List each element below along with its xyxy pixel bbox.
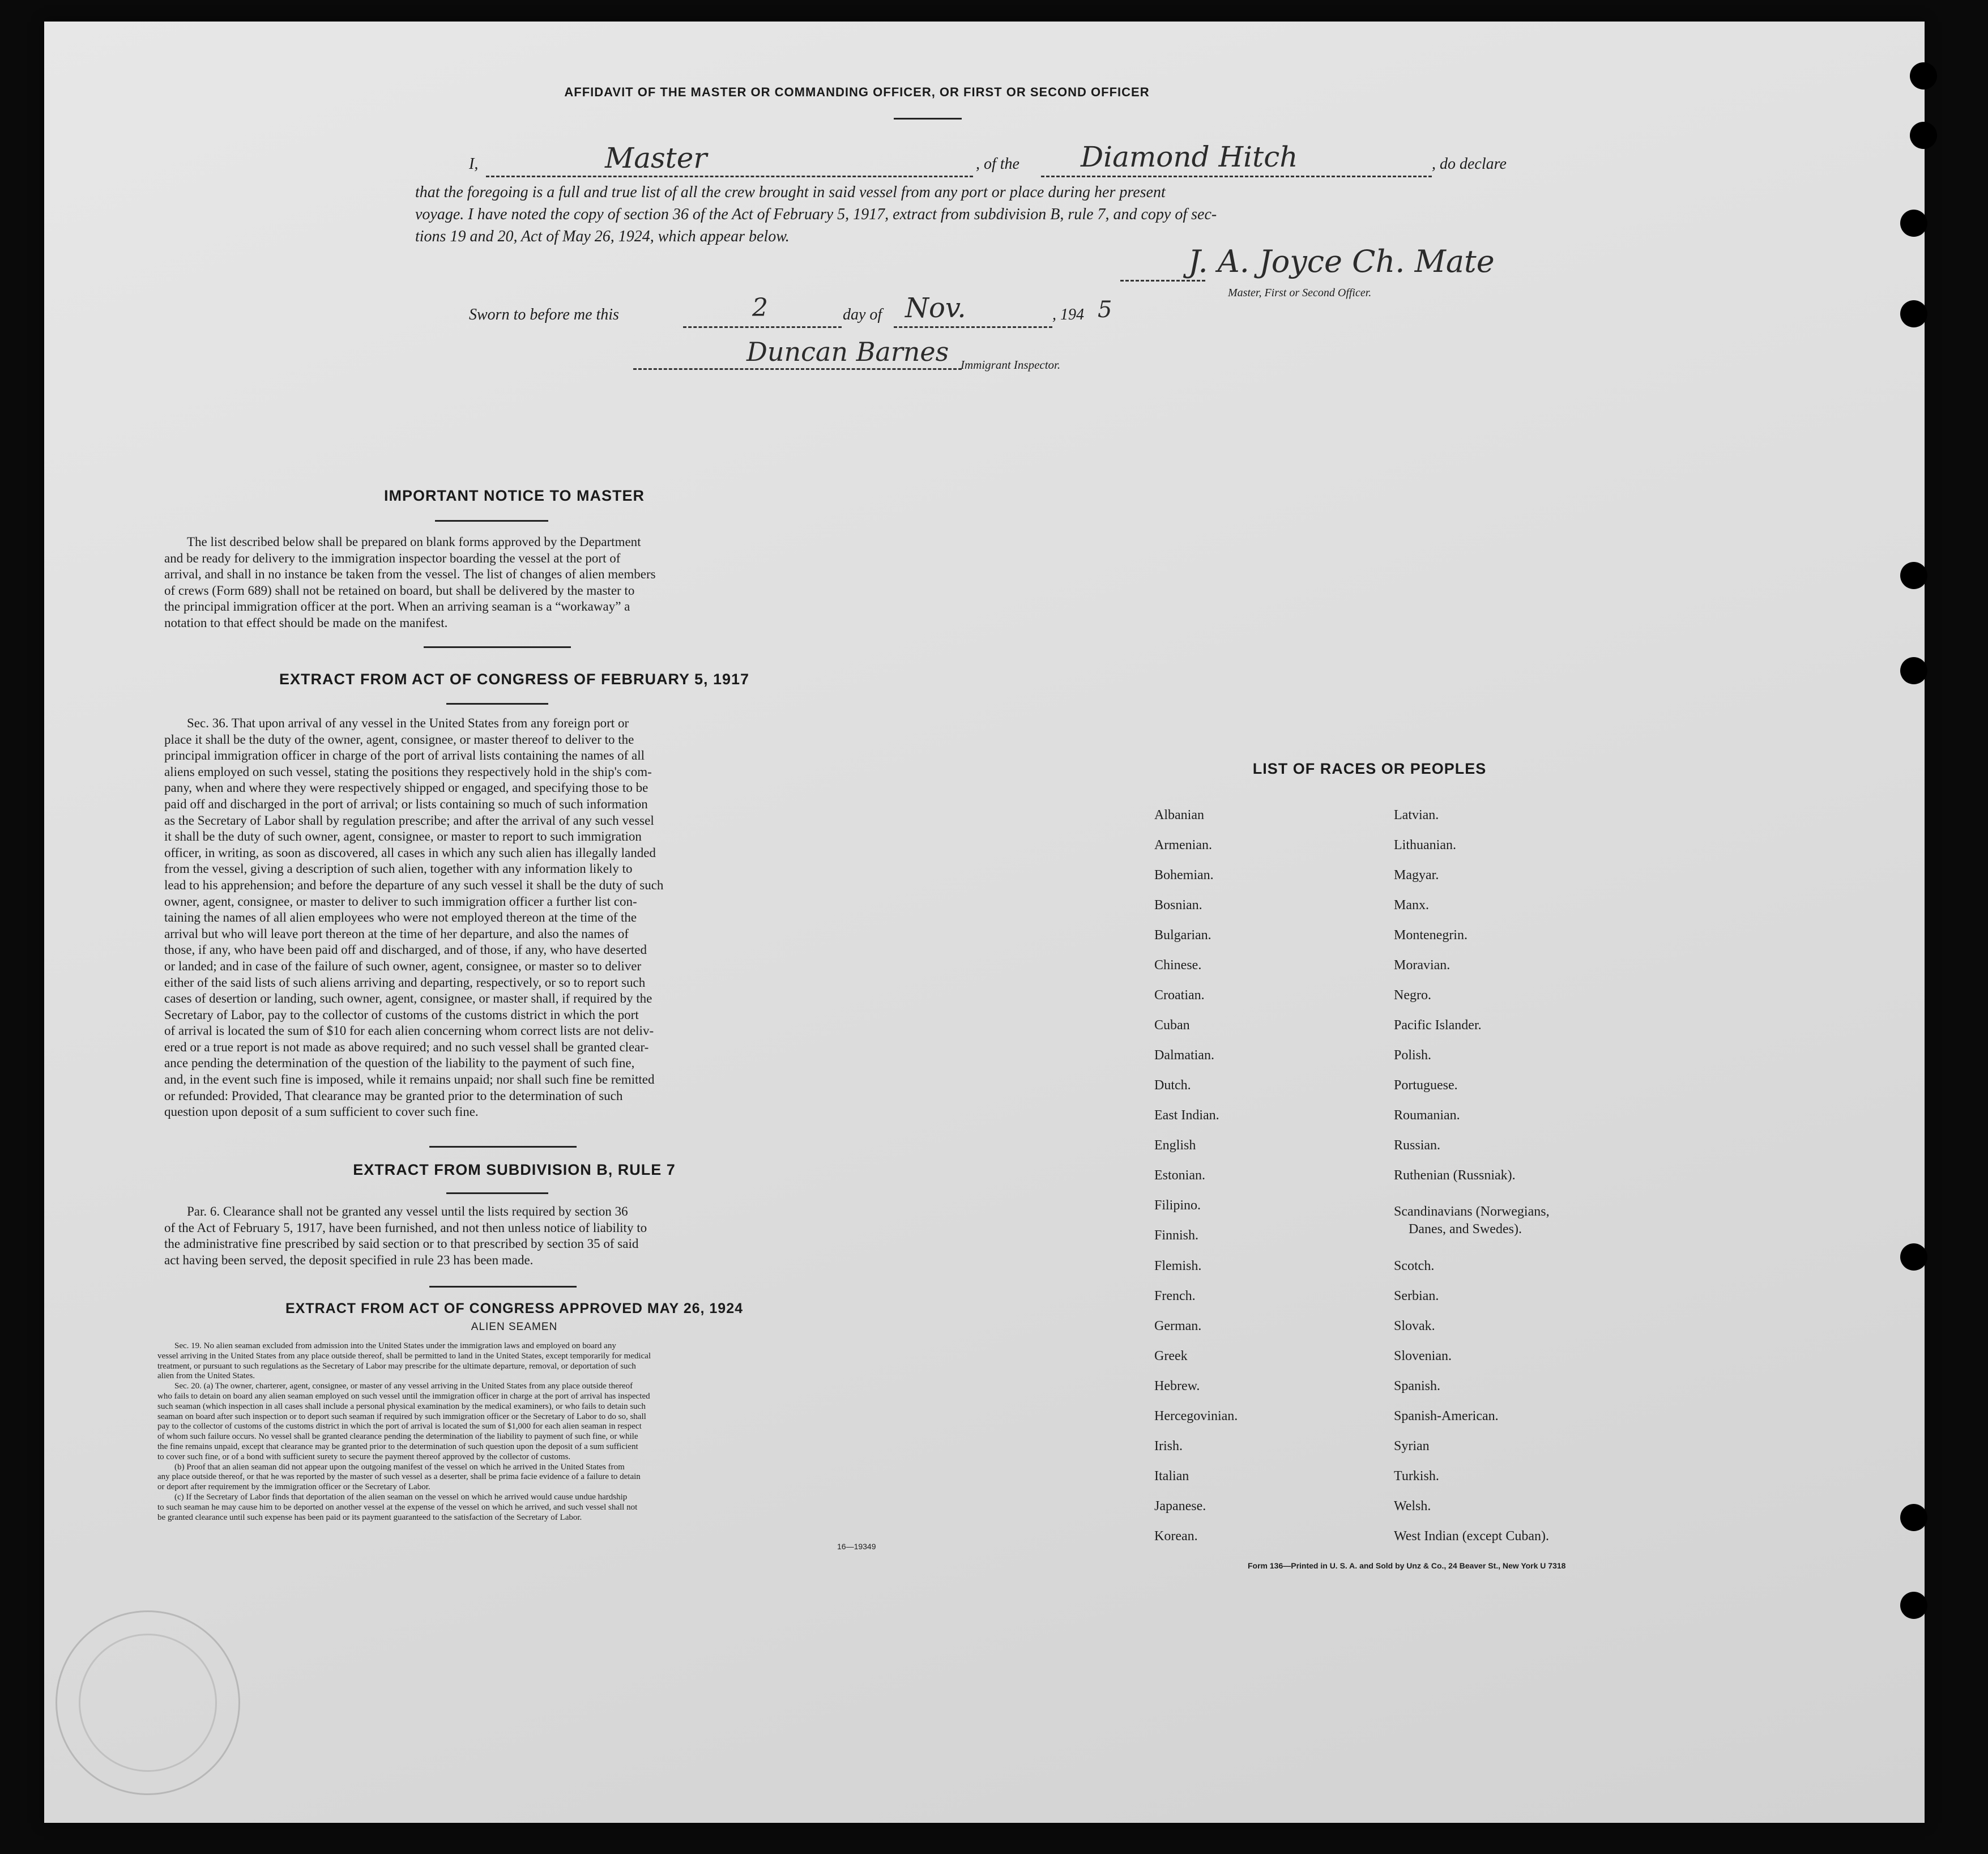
extract-1917-line: taining the names of all alien employees who were not employed thereon at the time of the	[164, 910, 637, 925]
race-item: Lithuanian.	[1394, 838, 1456, 853]
race-item: Slovenian.	[1394, 1349, 1452, 1363]
extract-1917-line: owner, agent, consignee, or master to deliver to such immigration officer a further list con-	[164, 894, 637, 909]
extract-1924-line: Sec. 19. No alien seaman excluded from admission into the United States under the immigration laws and employed on board any	[174, 1341, 616, 1350]
extract-1924-line: any place outside thereof, or that he was reported by the master of such vessel as a deserter, shall be prima facie evidence of a failure to detain	[157, 1472, 641, 1482]
embossed-seal	[56, 1610, 240, 1795]
affidavit-body	[415, 181, 1548, 248]
race-item: Syrian	[1394, 1439, 1430, 1454]
affidavit-i-label: I,	[469, 155, 479, 173]
sworn-month-handwritten: Nov.	[905, 292, 966, 324]
race-item: Korean.	[1154, 1529, 1198, 1544]
extract-1917-line: or landed; and in case of the failure of such owner, agent, consignee, or master so to deliver	[164, 958, 642, 973]
rule7-line: of the Act of February 5, 1917, have been furnished, and not then unless notice of liability to	[164, 1220, 647, 1235]
notice-line: arrival, and shall in no instance be taken from the vessel. The list of changes of alien members	[164, 567, 656, 582]
sworn-day-field	[683, 326, 842, 328]
race-item: Hebrew.	[1154, 1379, 1200, 1393]
extract-1917-line: ered or a true report is not made as above required; and no such vessel shall be granted clear-	[164, 1039, 649, 1054]
extract-1917-line: of arrival is located the sum of $10 for each alien concerning whom correct lists are not deliv-	[164, 1024, 654, 1038]
rule7-line: the administrative fine prescribed by said section or to that prescribed by section 35 of said	[164, 1237, 639, 1251]
binder-hole	[1900, 562, 1927, 589]
extract-1917-line: either of the said lists of such aliens arriving and departing, respectively, or so to report such	[164, 975, 646, 990]
race-item: German.	[1154, 1319, 1202, 1333]
extract-1924-line: (b) Proof that an alien seaman did not appear upon the outgoing manifest of the vessel on which he arrived in the United States from	[174, 1462, 625, 1472]
race-item: Bosnian.	[1154, 898, 1202, 913]
extract-1924-text	[157, 1341, 938, 1523]
extract-1924-line: the fine remains unpaid, except that clearance may be granted prior to the determination of such question upon the deposit of a sum sufficient	[157, 1442, 638, 1451]
notice-line: The list described below shall be prepared on blank forms approved by the Department	[187, 535, 641, 549]
races-title: LIST OF RACES OR PEOPLES	[1252, 760, 1487, 777]
extract-1924-line: who fails to detain on board any alien seaman employed on such vessel until the immigration officer in charge at the port of arrival has inspected	[157, 1391, 650, 1401]
extract-1924-line: pay to the collector of customs of the customs district in which the port of arrival is located the sum of $1,000 for each alien seaman in respect	[157, 1422, 642, 1431]
inspector-caption: Immigrant Inspector.	[961, 358, 1061, 372]
race-item: Portuguese.	[1394, 1078, 1458, 1093]
rule7-line: act having been served, the deposit specified in rule 23 has been made.	[164, 1252, 534, 1267]
race-item: English	[1154, 1138, 1196, 1153]
affidavit-title: AFFIDAVIT OF THE MASTER OR COMMANDING OFFICER, OR FIRST OR SECOND OFFICER	[564, 85, 1150, 99]
race-item: Hercegovinian.	[1154, 1409, 1238, 1423]
extract-1924-line: vessel arriving in the United States from any place outside thereof, shall be permitted to land in the United States, except temporarily for medical	[157, 1351, 651, 1361]
of-the-label: , of the	[976, 155, 1019, 173]
extract-1917-line: ance pending the determination of the question of the liability to the payment of such fine,	[164, 1056, 635, 1071]
extract-1917-line: Sec. 36. That upon arrival of any vessel in the United States from any foreign port or	[187, 716, 629, 730]
race-item: Danes, and Swedes).	[1409, 1222, 1522, 1237]
binder-hole	[1900, 1504, 1927, 1531]
rule7-line: Par. 6. Clearance shall not be granted any vessel until the lists required by section 36	[187, 1204, 628, 1218]
extract-1917-line: from the vessel, giving a description of such alien, together with any information likely to	[164, 862, 633, 876]
race-item: Croatian.	[1154, 988, 1205, 1003]
extract-1917-line: Secretary of Labor, pay to the collector of customs of the customs district in which the port	[164, 1007, 639, 1022]
race-item: Latvian.	[1394, 808, 1439, 822]
races-left-column	[1154, 808, 1353, 1555]
race-item: Estonian.	[1154, 1168, 1205, 1183]
extract-1924-line: of whom such failure occurs. No vessel shall be granted clearance pending the determination of the liability to payment of such fine, or while	[157, 1432, 638, 1442]
extract-1917-title-rule	[446, 703, 548, 705]
manifest-sheet	[44, 22, 1925, 1823]
extract-1917-line: cases of desertion or landing, such owner, agent, consignee, or master shall, if required by the	[164, 991, 652, 1006]
extract-1917-text	[164, 715, 850, 1120]
year-prefix: , 194	[1052, 306, 1084, 323]
extract-1917-line: it shall be the duty of such owner, agent, consignee, or master to report to such immigration	[164, 829, 642, 844]
race-item: Russian.	[1394, 1138, 1441, 1153]
extract-1924-line: (c) If the Secretary of Labor finds that deportation of the alien seaman on the vessel on which he arrived would cause undue hardship	[174, 1492, 628, 1502]
race-item: Slovak.	[1394, 1319, 1435, 1333]
race-item: Chinese.	[1154, 958, 1202, 973]
inspector-signature-field	[633, 368, 962, 370]
race-item: Manx.	[1394, 898, 1429, 913]
embossed-seal-inner-ring	[79, 1634, 217, 1772]
extract-1917-line: lead to his apprehension; and before the departure of any such vessel it shall be the duty of such	[164, 877, 664, 892]
extract-1917-line: question upon deposit of a sum sufficient to cover such fine.	[164, 1105, 479, 1119]
extract-1924-subtitle: ALIEN SEAMEN	[471, 1321, 558, 1333]
race-item: Flemish.	[1154, 1259, 1202, 1273]
extract-1917-line: aliens employed on such vessel, stating the positions they respectively hold in the ship's com-	[164, 764, 652, 779]
extract-1917-end-rule	[429, 1146, 577, 1148]
rule7-text	[164, 1204, 850, 1268]
race-item: Ruthenian (Russniak).	[1394, 1168, 1516, 1183]
race-item: Roumanian.	[1394, 1108, 1460, 1123]
binder-hole	[1910, 122, 1937, 149]
race-item: Cuban	[1154, 1018, 1190, 1033]
race-item: Bulgarian.	[1154, 928, 1211, 943]
binder-hole	[1900, 1243, 1927, 1271]
race-item: Finnish.	[1154, 1228, 1199, 1243]
race-item: Moravian.	[1394, 958, 1451, 973]
race-item: Italian	[1154, 1469, 1189, 1484]
year-handwritten: 5	[1098, 297, 1112, 323]
extract-1917-line: and, in the event such fine is imposed, while it remains unpaid; nor shall such fine be remitted	[164, 1072, 655, 1087]
race-item: Greek	[1154, 1349, 1188, 1363]
notice-text	[164, 534, 856, 632]
officer-signature-caption: Master, First or Second Officer.	[1228, 287, 1372, 299]
races-right-column	[1394, 808, 1688, 1555]
vessel-name-field	[1041, 176, 1432, 177]
extract-1924-line: to such seaman he may cause him to be deported on another vessel at the expense of the vessel on which he arrived, and such vessel shall not	[157, 1502, 638, 1512]
extract-1924-line: or deport after requirement by the immigration officer or the Secretary of Labor.	[157, 1482, 430, 1492]
race-item: Filipino.	[1154, 1198, 1201, 1213]
binder-hole	[1910, 62, 1937, 89]
extract-1924-line: alien from the United States.	[157, 1371, 255, 1381]
race-item: Negro.	[1394, 988, 1431, 1003]
master-name-handwritten: Master	[605, 142, 707, 174]
rule7-end-rule	[429, 1286, 577, 1288]
race-item: Armenian.	[1154, 838, 1212, 853]
race-item: Welsh.	[1394, 1499, 1431, 1514]
race-item: Polish.	[1394, 1048, 1432, 1063]
binder-hole	[1900, 210, 1927, 237]
extract-1917-line: as the Secretary of Labor shall by regulation prescribe; and after the arrival of any such vessel	[164, 813, 654, 828]
extract-1924-line: treatment, or pursuant to such regulations as the Secretary of Labor may prescribe for the ultimate departure, removal, or deportation of such	[157, 1361, 636, 1371]
affidavit-line-1	[469, 140, 1534, 181]
notice-line: the principal immigration officer at the port. When an arriving seaman is a “workaway” a	[164, 599, 630, 614]
race-item: Spanish.	[1394, 1379, 1441, 1393]
race-item: Scotch.	[1394, 1259, 1435, 1273]
notice-title-rule	[435, 520, 548, 522]
race-item: Serbian.	[1394, 1289, 1439, 1303]
race-item: Japanese.	[1154, 1499, 1206, 1514]
extract-1917-line: officer, in writing, as soon as discovered, all cases in which any such alien has illegally landed	[164, 845, 656, 860]
race-item: Magyar.	[1394, 868, 1439, 883]
inspector-signature-handwritten: Duncan Barnes	[746, 336, 949, 367]
race-item: Scandinavians (Norwegians,	[1394, 1204, 1550, 1219]
officer-signature-line	[1120, 280, 1205, 282]
race-item: Bohemian.	[1154, 868, 1214, 883]
binder-hole	[1900, 1592, 1927, 1619]
race-item: Turkish.	[1394, 1469, 1439, 1484]
extract-1924-line: such seaman (which inspection in all cases shall include a personal physical examination by the medical examiners), or who fails to detain such	[157, 1401, 646, 1411]
rule7-title-rule	[446, 1192, 548, 1194]
race-item: Dalmatian.	[1154, 1048, 1214, 1063]
notice-line: and be ready for delivery to the immigration inspector boarding the vessel at the port of	[164, 551, 621, 565]
extract-1917-title: EXTRACT FROM ACT OF CONGRESS OF FEBRUARY 5, 1917	[279, 671, 750, 688]
extract-1924-line: be granted clearance until such expense has been paid or its payment guaranteed to the satisfaction of the Secretary of Labor.	[157, 1512, 582, 1522]
extract-1924-line: to cover such fine, or of a bond with sufficient surety to secure the payment thereof approved by the collector of customs.	[157, 1452, 571, 1461]
extract-1917-line: arrival but who will leave port thereon at the time of her departure, and also the names of	[164, 926, 629, 941]
affidavit-title-rule	[894, 118, 962, 120]
master-name-field	[486, 176, 973, 177]
race-item: Montenegrin.	[1394, 928, 1467, 943]
binder-hole	[1900, 300, 1927, 327]
affidavit-body-line-4: tions 19 and 20, Act of May 26, 1924, which appear below.	[415, 228, 790, 245]
extract-1924-line: seaman on board after such inspection or to deport such seaman if required by such immigration officer or the Secretary of Labor to do so, shall	[157, 1412, 646, 1421]
race-item: Spanish-American.	[1394, 1409, 1499, 1423]
extract-1917-line: pany, when and where they were respectively shipped or engaged, and specifying those to be	[164, 781, 649, 795]
form-print-note: Form 136—Printed in U. S. A. and Sold by Unz & Co., 24 Beaver St., New York U 7318	[1248, 1561, 1566, 1570]
affidavit-body-line-2: that the foregoing is a full and true list of all the crew brought in said vessel from any port or place during her present	[415, 184, 1166, 201]
sworn-month-field	[894, 326, 1052, 328]
affidavit-body-line-3: voyage. I have noted the copy of section 36 of the Act of February 5, 1917, extract from subdivision B, rule 7, and copy of sec-	[415, 206, 1217, 223]
race-item: French.	[1154, 1289, 1196, 1303]
extract-1917-line: or refunded: Provided, That clearance may be granted prior to the determination of such	[164, 1088, 623, 1103]
sworn-day-handwritten: 2	[752, 293, 768, 322]
race-item: Irish.	[1154, 1439, 1183, 1454]
sworn-line	[469, 292, 1262, 333]
sworn-label: Sworn to before me this	[469, 306, 619, 323]
extract-1924-title: EXTRACT FROM ACT OF CONGRESS APPROVED MAY 26, 1924	[285, 1301, 744, 1316]
notice-line: notation to that effect should be made on the manifest.	[164, 615, 448, 630]
notice-end-rule	[424, 646, 571, 648]
notice-line: of crews (Form 689) shall not be retained on board, but shall be delivered by the master to	[164, 583, 635, 598]
officer-signature-handwritten: J. A. Joyce Ch. Mate	[1188, 244, 1495, 279]
extract-1917-line: those, if any, who have been paid off and discharged, and of those, if any, who have deserted	[164, 943, 647, 957]
race-item: Albanian	[1154, 808, 1204, 822]
inspector-line	[633, 336, 1143, 385]
extract-1917-line: principal immigration officer in charge of the port of arrival lists containing the names of all	[164, 748, 645, 763]
race-item: West Indian (except Cuban).	[1394, 1529, 1549, 1544]
extract-1917-line: paid off and discharged in the port of arrival; or lists containing so much of such information	[164, 796, 648, 811]
race-item: Pacific Islander.	[1394, 1018, 1482, 1033]
binder-hole	[1900, 657, 1927, 684]
extract-1924-line: Sec. 20. (a) The owner, charterer, agent, consignee, or master of any vessel arriving in the United States from any place outside thereof	[174, 1382, 633, 1391]
do-declare-label: , do declare	[1432, 155, 1507, 173]
form-code: 16—19349	[837, 1542, 876, 1551]
day-of-label: day of	[843, 306, 882, 323]
vessel-name-handwritten: Diamond Hitch	[1081, 140, 1298, 173]
race-item: East Indian.	[1154, 1108, 1219, 1123]
extract-1917-line: place it shall be the duty of the owner, agent, consignee, or master thereof to deliver to the	[164, 732, 634, 747]
rule7-title: EXTRACT FROM SUBDIVISION B, RULE 7	[353, 1161, 676, 1178]
notice-title: IMPORTANT NOTICE TO MASTER	[384, 487, 645, 504]
race-item: Dutch.	[1154, 1078, 1191, 1093]
